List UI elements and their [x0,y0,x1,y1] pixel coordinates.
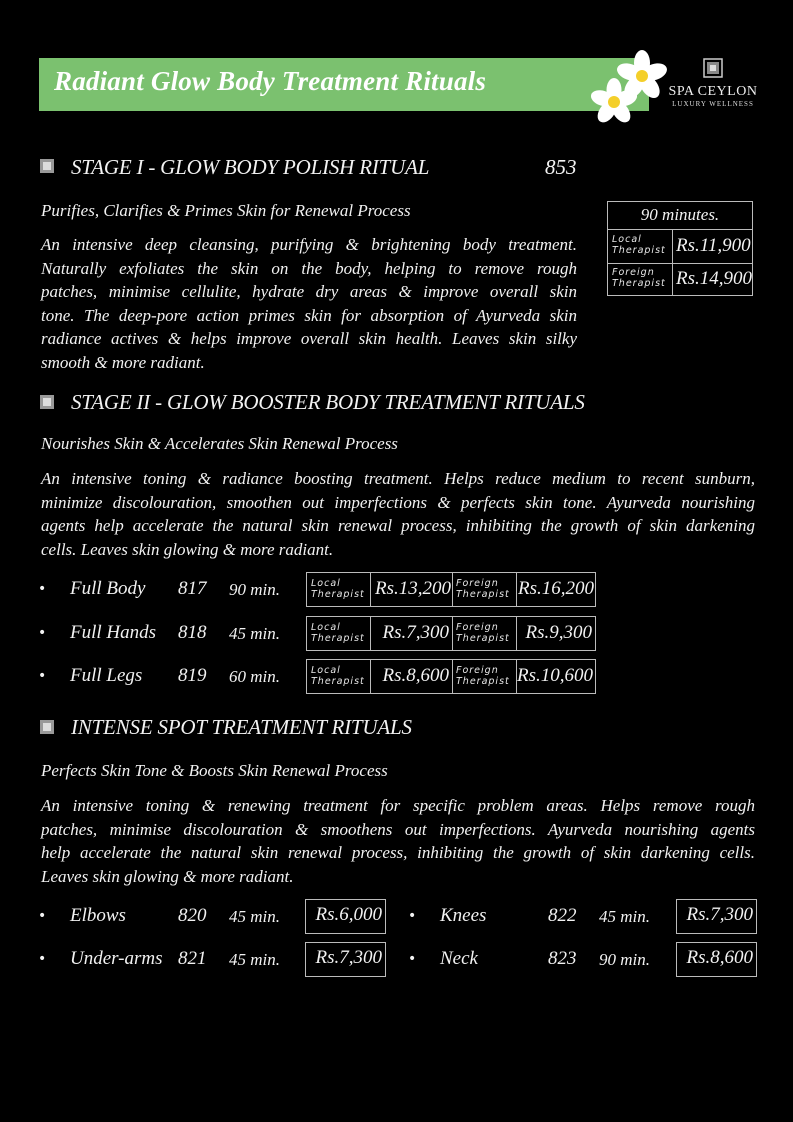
local-price: Rs.8,600 [382,665,449,686]
stage2-subtitle: Nourishes Skin & Accelerates Skin Renewal Process [41,434,398,453]
spot-line: Leaves skin glowing & more radiant. [41,866,294,886]
local-therapist-label: Local Therapist [612,234,666,256]
stage1-foreign-price: Rs.14,900 [676,268,752,289]
stage2-line: minimize discolouration, smoothen out imperfections & perfects skin tone. Ayurveda nourishing [41,492,755,512]
item-code: 820 [178,905,207,926]
list-item [400,899,793,935]
item-name: Full Legs [70,665,143,686]
list-item [0,659,793,695]
bullet-icon: • [38,951,47,967]
spot-subtitle: Perfects Skin Tone & Boosts Skin Renewal Process [41,761,388,780]
list-item [0,616,793,652]
spa-ceylon-logo-icon [703,58,723,78]
item-name: Full Hands [70,622,157,643]
item-duration: 45 min. [229,907,280,926]
item-name: Knees [440,905,487,926]
list-item [0,942,400,978]
local-therapist-label: Local Therapist [311,665,365,687]
foreign-price: Rs.9,300 [525,622,592,643]
bullet-icon: • [408,951,417,967]
item-duration: 90 min. [599,950,650,969]
bullet-icon: • [38,668,47,684]
section-marker-icon [40,395,54,409]
item-code: 819 [178,665,207,686]
spot-description [41,794,755,888]
spot-line: patches, minimise discolouration & smoothens out imperfections. Ayurveda nourishing agents [41,819,755,839]
stage1-line: An intensive deep cleansing, purifying & brightening body treatment. [41,235,577,254]
item-duration: 90 min. [229,580,280,599]
local-price: Rs.13,200 [375,578,451,599]
stage2-description [41,467,755,561]
item-code: 818 [178,622,207,643]
local-therapist-label: Local Therapist [311,578,365,600]
spot-line: help accelerate the natural skin renewal process, inhibiting the growth of skin darkening cells. [41,843,755,862]
bullet-icon: • [38,581,47,597]
list-item [0,899,400,935]
stage1-duration: 90 minutes. [640,205,720,224]
stage1-line: tone. The deep-pore action primes skin for absorption of Ayurveda skin [41,305,577,325]
foreign-therapist-label: Foreign Therapist [456,578,510,600]
list-item [400,942,793,978]
foreign-price: Rs.16,200 [518,578,594,599]
stage1-line: patches, minimise cellulite, hydrate dry areas & improve overall skin [41,282,577,301]
item-code: 817 [178,578,207,599]
stage1-title: STAGE I - GLOW BODY POLISH RITUAL [71,155,430,179]
brand-tagline: LUXURY WELLNESS [672,100,754,108]
item-duration: 45 min. [229,624,280,643]
stage1-subtitle: Purifies, Clarifies & Primes Skin for Renewal Process [41,201,411,220]
bullet-icon: • [38,908,47,924]
section-marker-icon [40,720,54,734]
item-code: 821 [178,948,207,969]
stage2-line: An intensive toning & radiance boosting treatment. Helps reduce medium to recent sunburn, [41,469,755,488]
item-duration: 45 min. [599,907,650,926]
local-therapist-label: Local Therapist [311,622,365,644]
list-item [0,572,793,608]
stage1-price-table [607,201,753,296]
price: Rs.7,300 [686,904,753,925]
stage2-price-list [0,572,793,702]
item-name: Neck [440,948,478,969]
spot-price-list [0,899,793,979]
local-price: Rs.7,300 [382,622,449,643]
section-marker-icon [40,159,54,173]
item-name: Elbows [70,905,126,926]
stage1-description [41,233,577,374]
brand-name: SPA CEYLON [668,84,758,99]
bullet-icon: • [408,908,417,924]
stage1-line: radiance actives & helps improve overall skin health. Leaves skin silky [41,329,577,348]
item-name: Full Body [70,578,146,599]
bullet-icon: • [38,625,47,641]
foreign-therapist-label: Foreign Therapist [456,665,510,687]
page-title: Radiant Glow Body Treatment Rituals [54,66,487,96]
stage1-code: 853 [545,155,577,179]
spot-line: An intensive toning & renewing treatment for specific problem areas. Helps remove rough [41,796,755,815]
stage2-title: STAGE II - GLOW BOOSTER BODY TREATMENT RITUALS [71,390,585,414]
foreign-therapist-label: Foreign Therapist [456,622,510,644]
stage2-line: cells. Leaves skin glowing & more radiant. [41,539,334,559]
price: Rs.7,300 [315,947,382,968]
price: Rs.6,000 [315,904,382,925]
spot-title: INTENSE SPOT TREATMENT RITUALS [71,715,412,739]
stage2-line: agents help accelerate the natural skin renewal process, inhibiting the growth of skin darkening [41,516,755,535]
foreign-therapist-label: Foreign Therapist [612,267,666,289]
item-code: 822 [548,905,577,926]
item-name: Under-arms [70,948,163,969]
item-duration: 60 min. [229,667,280,686]
item-duration: 45 min. [229,950,280,969]
stage1-line: smooth & more radiant. [41,352,205,372]
foreign-price: Rs.10,600 [517,665,593,686]
item-code: 823 [548,948,577,969]
price: Rs.8,600 [686,947,753,968]
stage1-local-price: Rs.11,900 [676,235,751,256]
stage1-line: Naturally exfoliates the skin on the body, helping to remove rough [41,258,577,278]
